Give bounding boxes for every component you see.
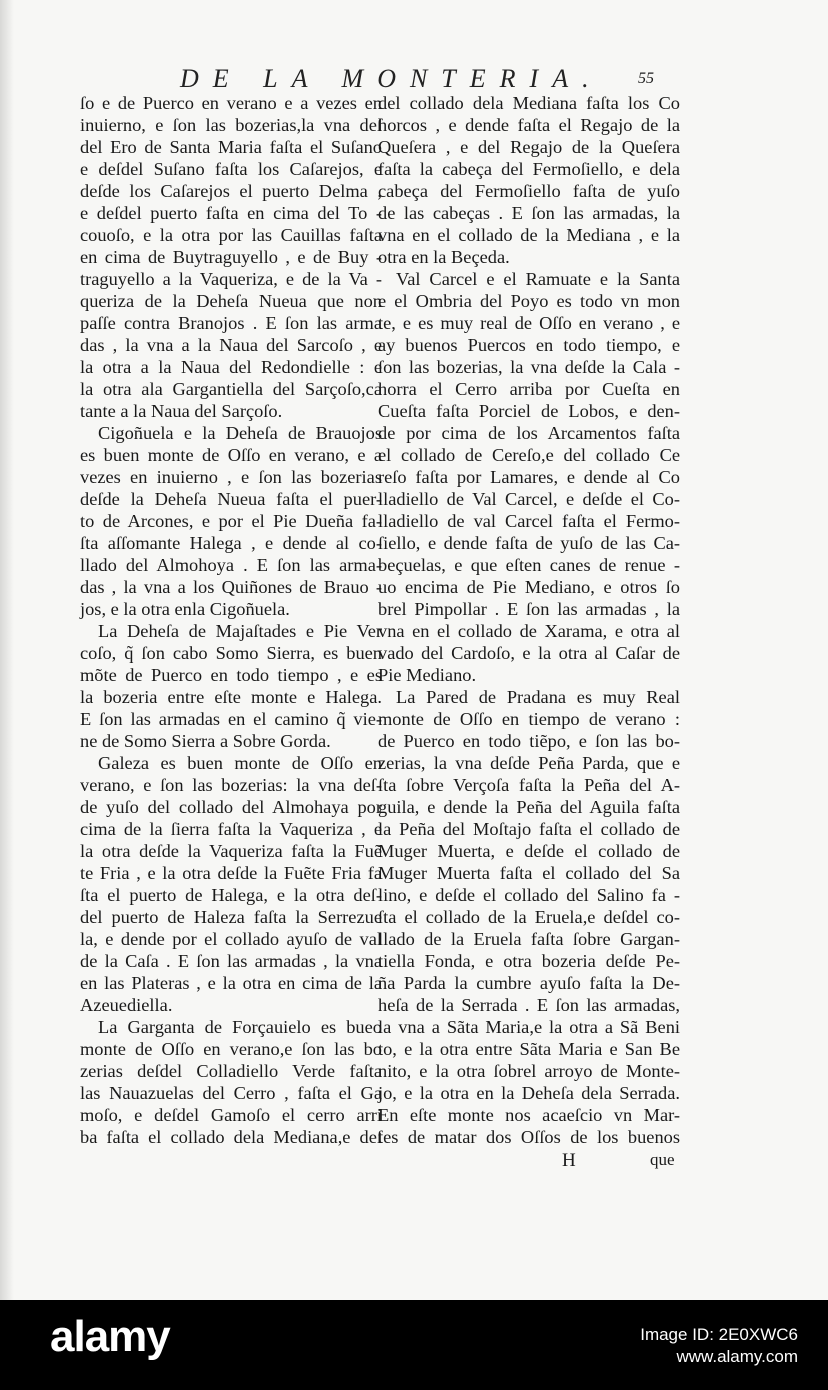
text-line: queriza de la Deheſa Nueua que non (80, 291, 382, 311)
text-line: heſa de la Serrada . E ſon las armadas, (378, 995, 680, 1015)
text-line: cima de la ſierra faſta la Vaqueriza , e (80, 819, 382, 839)
text-line: ſiello, e dende faſta de yuſo de las Ca- (378, 533, 680, 553)
text-line: Muger Muerta, e deſde el collado de (378, 841, 680, 861)
text-line: ſta ſobre Verçoſa faſta la Peña del A- (378, 775, 680, 795)
text-line: monte de Oſſo en verano,e ſon las bo (80, 1039, 382, 1059)
text-line: horcos , e dende faſta el Regajo de la (378, 115, 680, 135)
text-line: la bozeria entre eſte monte e Halega. (80, 687, 382, 707)
text-line: Galeza es buen monte de Oſſo en (98, 753, 382, 773)
text-line: del Ero de Santa Maria faſta el Suſano (80, 137, 382, 157)
text-line: zerias, la vna deſde Peña Parda, que e (378, 753, 680, 773)
text-line: la Peña del Moſtajo faſta el collado de (378, 819, 680, 839)
text-line: deſde los Caſarejos el puerto Delma , (80, 181, 382, 201)
text-line: La Deheſa de Majaſtades e Pie Ver (98, 621, 382, 641)
text-line: de la Caſa . E ſon las armadas , la vna (80, 951, 382, 971)
text-line: es buen monte de Oſſo en verano, e a (80, 445, 382, 465)
text-line: llado de la Eruela faſta ſobre Gargan- (378, 929, 680, 949)
text-line: ña Parda la cumbre ayuſo faſta la De- (378, 973, 680, 993)
text-line: ſon las bozerias, la vna deſde la Cala - (378, 357, 680, 377)
text-line: nito, e la otra ſobrel arroyo de Monte- (378, 1061, 680, 1081)
catchword: que (650, 1150, 675, 1169)
text-line: Cueſta faſta Porciel de Lobos, e den- (378, 401, 680, 421)
text-line: lino, e deſde el collado del Salino fa - (378, 885, 680, 905)
text-line: en las Plateras , e la otra en cima de la (80, 973, 382, 993)
text-line: ſta aſſomante Halega , e dende al co- (80, 533, 382, 553)
text-line: coſo, q̃ ſon cabo Somo Sierra, es buen (80, 643, 382, 663)
text-line: Muger Muerta faſta el collado del Sa (378, 863, 680, 883)
running-header: DE LA MONTERIA. (180, 64, 603, 93)
alamy-logo: alamy (50, 1312, 170, 1361)
text-line: monte de Oſſo en tiempo de verano : (378, 709, 680, 729)
text-line: brel Pimpollar . E ſon las armadas , la (378, 599, 680, 619)
text-line: tiella Fonda, e otra bozeria deſde Pe- (378, 951, 680, 971)
text-line: paſſe contra Branojos . E ſon las arma (80, 313, 382, 333)
text-line: lladiello de val Carcel faſta el Fermo- (378, 511, 680, 531)
text-line: jo, e la otra en la Deheſa dela Serrada. (378, 1083, 680, 1103)
text-line: Azeuediella. (80, 995, 173, 1015)
page-edge-shadow (0, 0, 14, 1300)
text-line: la otra a la Naua del Redondielle : e (80, 357, 382, 377)
text-line: ſo e de Puerco en verano e a vezes en (80, 93, 382, 113)
text-line: La Garganta de Forçauielo es bueo (98, 1017, 382, 1037)
text-line: la otra ala Gargantiella del Sarçoſo,ca (80, 379, 382, 399)
text-line: tes de matar dos Oſſos de los buenos (378, 1127, 680, 1147)
image-id: Image ID: 2E0XWC6 (640, 1325, 798, 1344)
text-line: to de Arcones, e por el Pie Dueña fa- (80, 511, 382, 531)
text-line: uo encima de Pie Mediano, e otros ſo (378, 577, 680, 597)
text-line: la vna a Sãta Maria,e la otra a Sã Beni (378, 1017, 680, 1037)
text-line: vna en el collado de la Mediana , e la (378, 225, 680, 245)
text-line: las Nauazuelas del Cerro , faſta el Ga (80, 1083, 382, 1103)
text-line: zerias deſdel Colladiello Verde faſta (80, 1061, 382, 1081)
text-line: cabeça del Fermoſiello faſta de yuſo (378, 181, 680, 201)
text-line: reſo faſta por Lamares, e dende al Co (378, 467, 680, 487)
text-line: Pie Mediano. (378, 665, 477, 685)
text-line: e deſdel puerto faſta en cima del To - (80, 203, 382, 223)
text-line: ſta el collado de la Eruela,e deſdel co- (378, 907, 680, 927)
text-line: la otra deſde la Vaqueriza faſta la Fuẽ (80, 841, 382, 861)
site-url: www.alamy.com (676, 1347, 798, 1366)
page-number: 55 (638, 70, 654, 87)
text-line: ay buenos Puercos en todo tiempo, e (378, 335, 680, 355)
text-line: en cima de Buytraguyello , e de Buy - (80, 247, 382, 267)
text-line: te, e es muy real de Oſſo en verano , e (378, 313, 680, 333)
text-line: del puerto de Haleza faſta la Serrezue (80, 907, 382, 927)
text-line: lladiello de Val Carcel, e deſde el Co- (378, 489, 680, 509)
text-line: de yuſo del collado del Almohaya por (80, 797, 382, 817)
text-line: beçuelas, e que eſten canes de renue - (378, 555, 680, 575)
text-line: horra el Cerro arriba por Cueſta en (378, 379, 680, 399)
text-line: vna en el collado de Xarama, e otra al (378, 621, 680, 641)
text-line: La Pared de Pradana es muy Real (396, 687, 680, 707)
text-line: Cigoñuela e la Deheſa de Brauojos (98, 423, 382, 443)
text-line: Queſera , e del Regajo de la Queſera (378, 137, 680, 157)
image-meta (640, 1324, 798, 1368)
text-line: vezes en inuierno , e ſon las bozerias (80, 467, 382, 487)
text-line: del collado dela Mediana faſta los Co (378, 93, 680, 113)
text-line: En eſte monte nos acaeſcio vn Mar- (378, 1105, 680, 1125)
text-line: verano, e ſon las bozerias: la vna deſ- (80, 775, 382, 795)
left-text-column (80, 92, 382, 1148)
text-line: ba faſta el collado dela Mediana,e deſ (80, 1127, 382, 1147)
text-line: inuierno, e ſon las bozerias,la vna deſ (80, 115, 382, 135)
text-line: el collado de Cereſo,e del collado Ce (378, 445, 680, 465)
text-line: das , la vna a la Naua del Sarcoſo , e (80, 335, 382, 355)
text-line: mõte de Puerco en todo tiempo , e es (80, 665, 382, 685)
text-line: tante a la Naua del Sarçoſo. (80, 401, 283, 421)
text-line: Val Carcel e el Ramuate e la Santa (396, 269, 680, 289)
right-text-column (378, 92, 680, 1148)
text-line: E ſon las armadas en el camino q̃ vie- (80, 709, 382, 729)
text-line: de por cima de los Arcamentos faſta (378, 423, 680, 443)
text-line: traguyello a la Vaqueriza, e de la Va - (80, 269, 382, 289)
text-line: couoſo, e la otra por las Cauillas faſta (80, 225, 382, 245)
signature-mark: H (562, 1150, 576, 1171)
text-line: das , la vna a los Quiñones de Brauo - (80, 577, 382, 597)
text-line: to, e la otra entre Sãta Maria e San Be (378, 1039, 680, 1059)
text-line: otra en la Beçeda. (378, 247, 510, 267)
text-line: vado del Cardoſo, e la otra al Caſar de (378, 643, 680, 663)
text-line: ne de Somo Sierra a Sobre Gorda. (80, 731, 331, 751)
text-line: de Puerco en todo tiẽpo, e ſon las bo- (378, 731, 680, 751)
text-line: faſta la cabeça del Fermoſiello, e dela (378, 159, 680, 179)
text-line: e deſdel Suſano faſta los Caſarejos, e (80, 159, 382, 179)
text-line: te Fria , e la otra deſde la Fuẽte Fria fa (80, 863, 382, 883)
text-line: llado del Almohoya . E ſon las arma- (80, 555, 382, 575)
text-line: jos, e la otra enla Cigoñuela. (80, 599, 290, 619)
text-line: moſo, e deſdel Gamoſo el cerro arri (80, 1105, 382, 1125)
text-line: de las cabeças . E ſon las armadas, la (378, 203, 680, 223)
text-line: ſta el puerto de Halega, e la otra deſ- (80, 885, 382, 905)
text-line: la, e dende por el collado ayuſo de val (80, 929, 382, 949)
stock-watermark-bar (0, 1300, 828, 1390)
text-line: e el Ombria del Poyo es todo vn mon (378, 291, 680, 311)
text-line: guila, e dende la Peña del Aguila faſta (378, 797, 680, 817)
text-line: deſde la Deheſa Nueua faſta el puer- (80, 489, 382, 509)
